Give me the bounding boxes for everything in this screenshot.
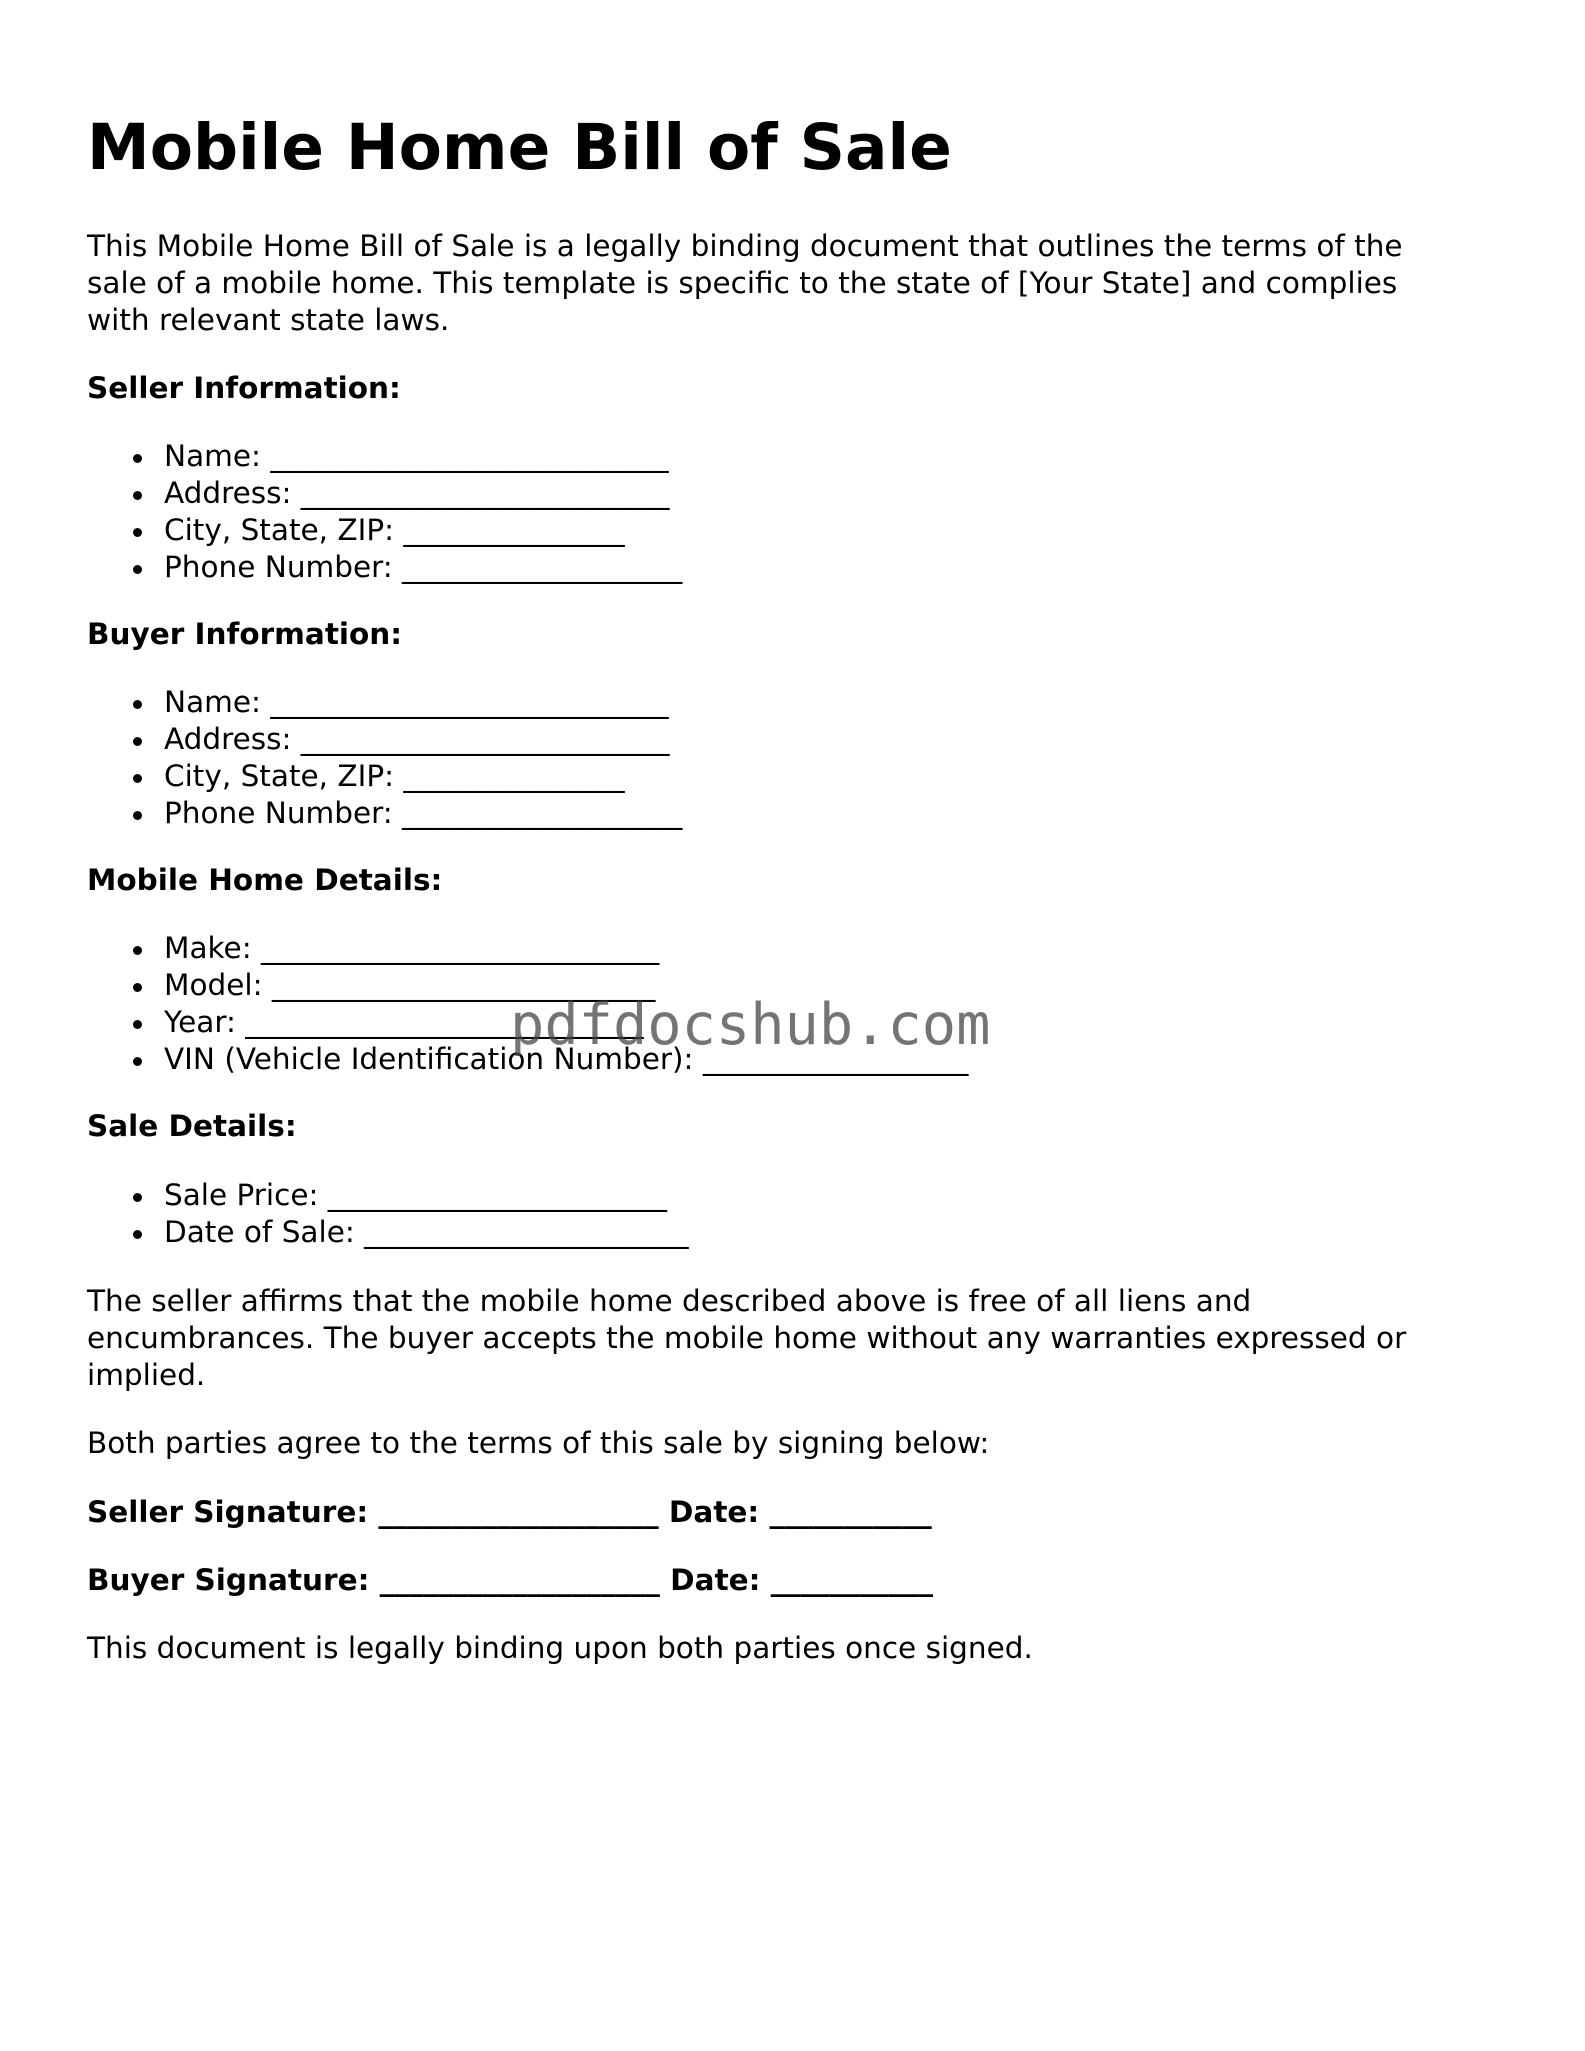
- home-model-field: Model: __________________________: [87, 967, 968, 1004]
- intro-line-2: sale of a mobile home. This template is specific to the state of [Your State] and complies: [87, 266, 1398, 300]
- buyer-phone-field: Phone Number: ___________________: [87, 795, 682, 832]
- document-title: Mobile Home Bill of Sale: [87, 111, 952, 184]
- sale-date-field: Date of Sale: ______________________: [87, 1214, 689, 1251]
- closing-statement: This document is legally binding upon both parties once signed.: [87, 1631, 1033, 1665]
- affirm-line-1: The seller affirms that the mobile home described above is free of all liens and: [87, 1284, 1252, 1318]
- seller-address-field: Address: _________________________: [87, 475, 682, 512]
- sale-details-heading: Sale Details:: [87, 1109, 297, 1143]
- seller-city-state-zip-field: City, State, ZIP: _______________: [87, 512, 682, 549]
- buyer-city-state-zip-field: City, State, ZIP: _______________: [87, 758, 682, 795]
- home-vin-field: VIN (Vehicle Identification Number): __________________: [87, 1041, 968, 1078]
- sale-price-field: Sale Price: _______________________: [87, 1177, 689, 1214]
- seller-list: [87, 438, 682, 586]
- seller-heading: Seller Information:: [87, 371, 401, 405]
- watermark: pdfdocshub.com: [510, 992, 991, 1058]
- buyer-signature-line: Buyer Signature: ___________________ Date: ___________: [87, 1563, 933, 1597]
- affirm-line-3: implied.: [87, 1358, 206, 1392]
- seller-phone-field: Phone Number: ___________________: [87, 549, 682, 586]
- intro-line-3: with relevant state laws.: [87, 303, 450, 337]
- buyer-list: [87, 684, 682, 832]
- agreement-statement: Both parties agree to the terms of this sale by signing below:: [87, 1426, 990, 1460]
- seller-signature-line: Seller Signature: ___________________ Date: ___________: [87, 1495, 932, 1529]
- buyer-address-field: Address: _________________________: [87, 721, 682, 758]
- home-make-field: Make: ___________________________: [87, 930, 968, 967]
- buyer-name-field: Name: ___________________________: [87, 684, 682, 721]
- sale-details-list: [87, 1177, 689, 1251]
- affirm-line-2: encumbrances. The buyer accepts the mobile home without any warranties expressed or: [87, 1321, 1407, 1355]
- seller-name-field: Name: ___________________________: [87, 438, 682, 475]
- home-year-field: Year: ___________________________: [87, 1004, 968, 1041]
- buyer-heading: Buyer Information:: [87, 617, 403, 651]
- home-details-heading: Mobile Home Details:: [87, 863, 443, 897]
- intro-line-1: This Mobile Home Bill of Sale is a legally binding document that outlines the terms of the: [87, 229, 1403, 263]
